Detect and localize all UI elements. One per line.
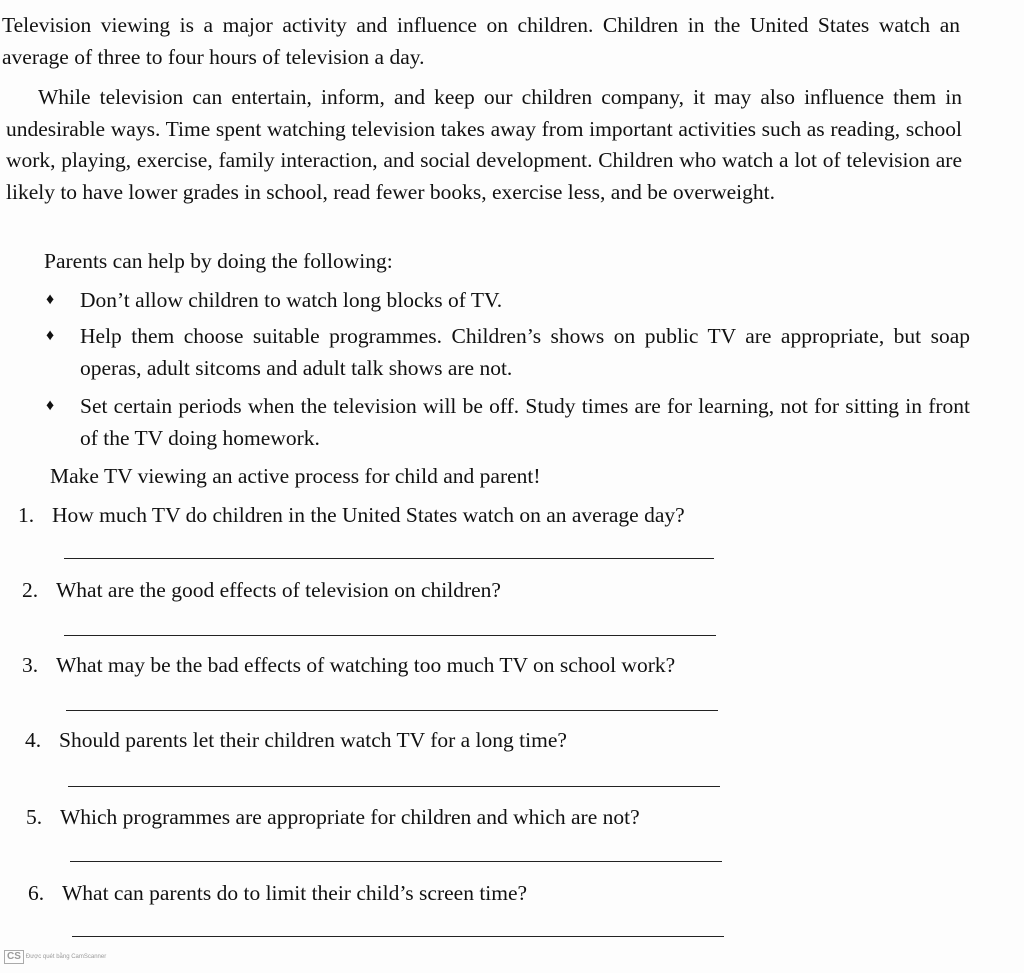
answer-line[interactable] [66, 710, 718, 711]
question-text: How much TV do children in the United States watch on an average day? [52, 503, 685, 527]
question-text: Which programmes are appropriate for children and which are not? [60, 805, 640, 829]
question-text: Should parents let their children watch TV for a long time? [59, 728, 567, 752]
tip-text: Help them choose suitable programmes. Children’s shows on public TV are appropriate, but soap operas, adult sitcoms and adult talk shows are not. [80, 324, 970, 380]
question-1 [18, 500, 685, 530]
diamond-bullet-icon: ♦ [46, 327, 55, 344]
answer-line[interactable] [64, 635, 716, 636]
question-number: 3. [22, 653, 39, 677]
diamond-bullet-icon: ♦ [46, 291, 55, 308]
answer-line[interactable] [72, 936, 724, 937]
watermark-text: Được quét bằng CamScanner [25, 953, 107, 960]
question-4 [25, 725, 567, 755]
question-5 [26, 802, 640, 832]
question-text: What may be the bad effects of watching too much TV on school work? [56, 653, 676, 677]
question-number: 1. [18, 503, 35, 527]
question-3 [22, 650, 675, 680]
answer-line[interactable] [64, 558, 714, 559]
question-number: 4. [25, 728, 42, 752]
question-number: 2. [22, 578, 39, 602]
question-text: What can parents do to limit their child’s screen time? [62, 881, 528, 905]
question-2 [22, 575, 501, 605]
question-text: What are the good effects of television on children? [56, 578, 501, 602]
question-number: 6. [28, 881, 45, 905]
closing-line: Make TV viewing an active process for child and parent! [50, 464, 541, 488]
camscanner-logo-icon: CS [4, 950, 24, 964]
passage-paragraph-2: While television can entertain, inform, and keep our children company, it may also influence them in undesirable ways. Time spent watching television takes away from important activities such as reading, school work, playing, exercise, family interaction, and social development. Children who watch a lot of television are likely to have lower grades in school, read fewer books, exercise less, and be overweight. [6, 85, 962, 204]
parents-intro: Parents can help by doing the following: [44, 249, 393, 273]
question-6 [28, 878, 527, 908]
diamond-bullet-icon: ♦ [46, 397, 55, 414]
tip-text: Set certain periods when the television will be off. Study times are for learning, not for sitting in front of the TV doing homework. [80, 394, 970, 450]
passage-paragraph-1: Television viewing is a major activity and influence on children. Children in the United States watch an average of three to four hours of television a day. [2, 13, 960, 69]
scanner-watermark [4, 948, 106, 966]
question-number: 5. [26, 805, 43, 829]
answer-line[interactable] [68, 786, 720, 787]
tip-text: Don’t allow children to watch long blocks of TV. [80, 288, 503, 312]
answer-line[interactable] [70, 861, 722, 862]
